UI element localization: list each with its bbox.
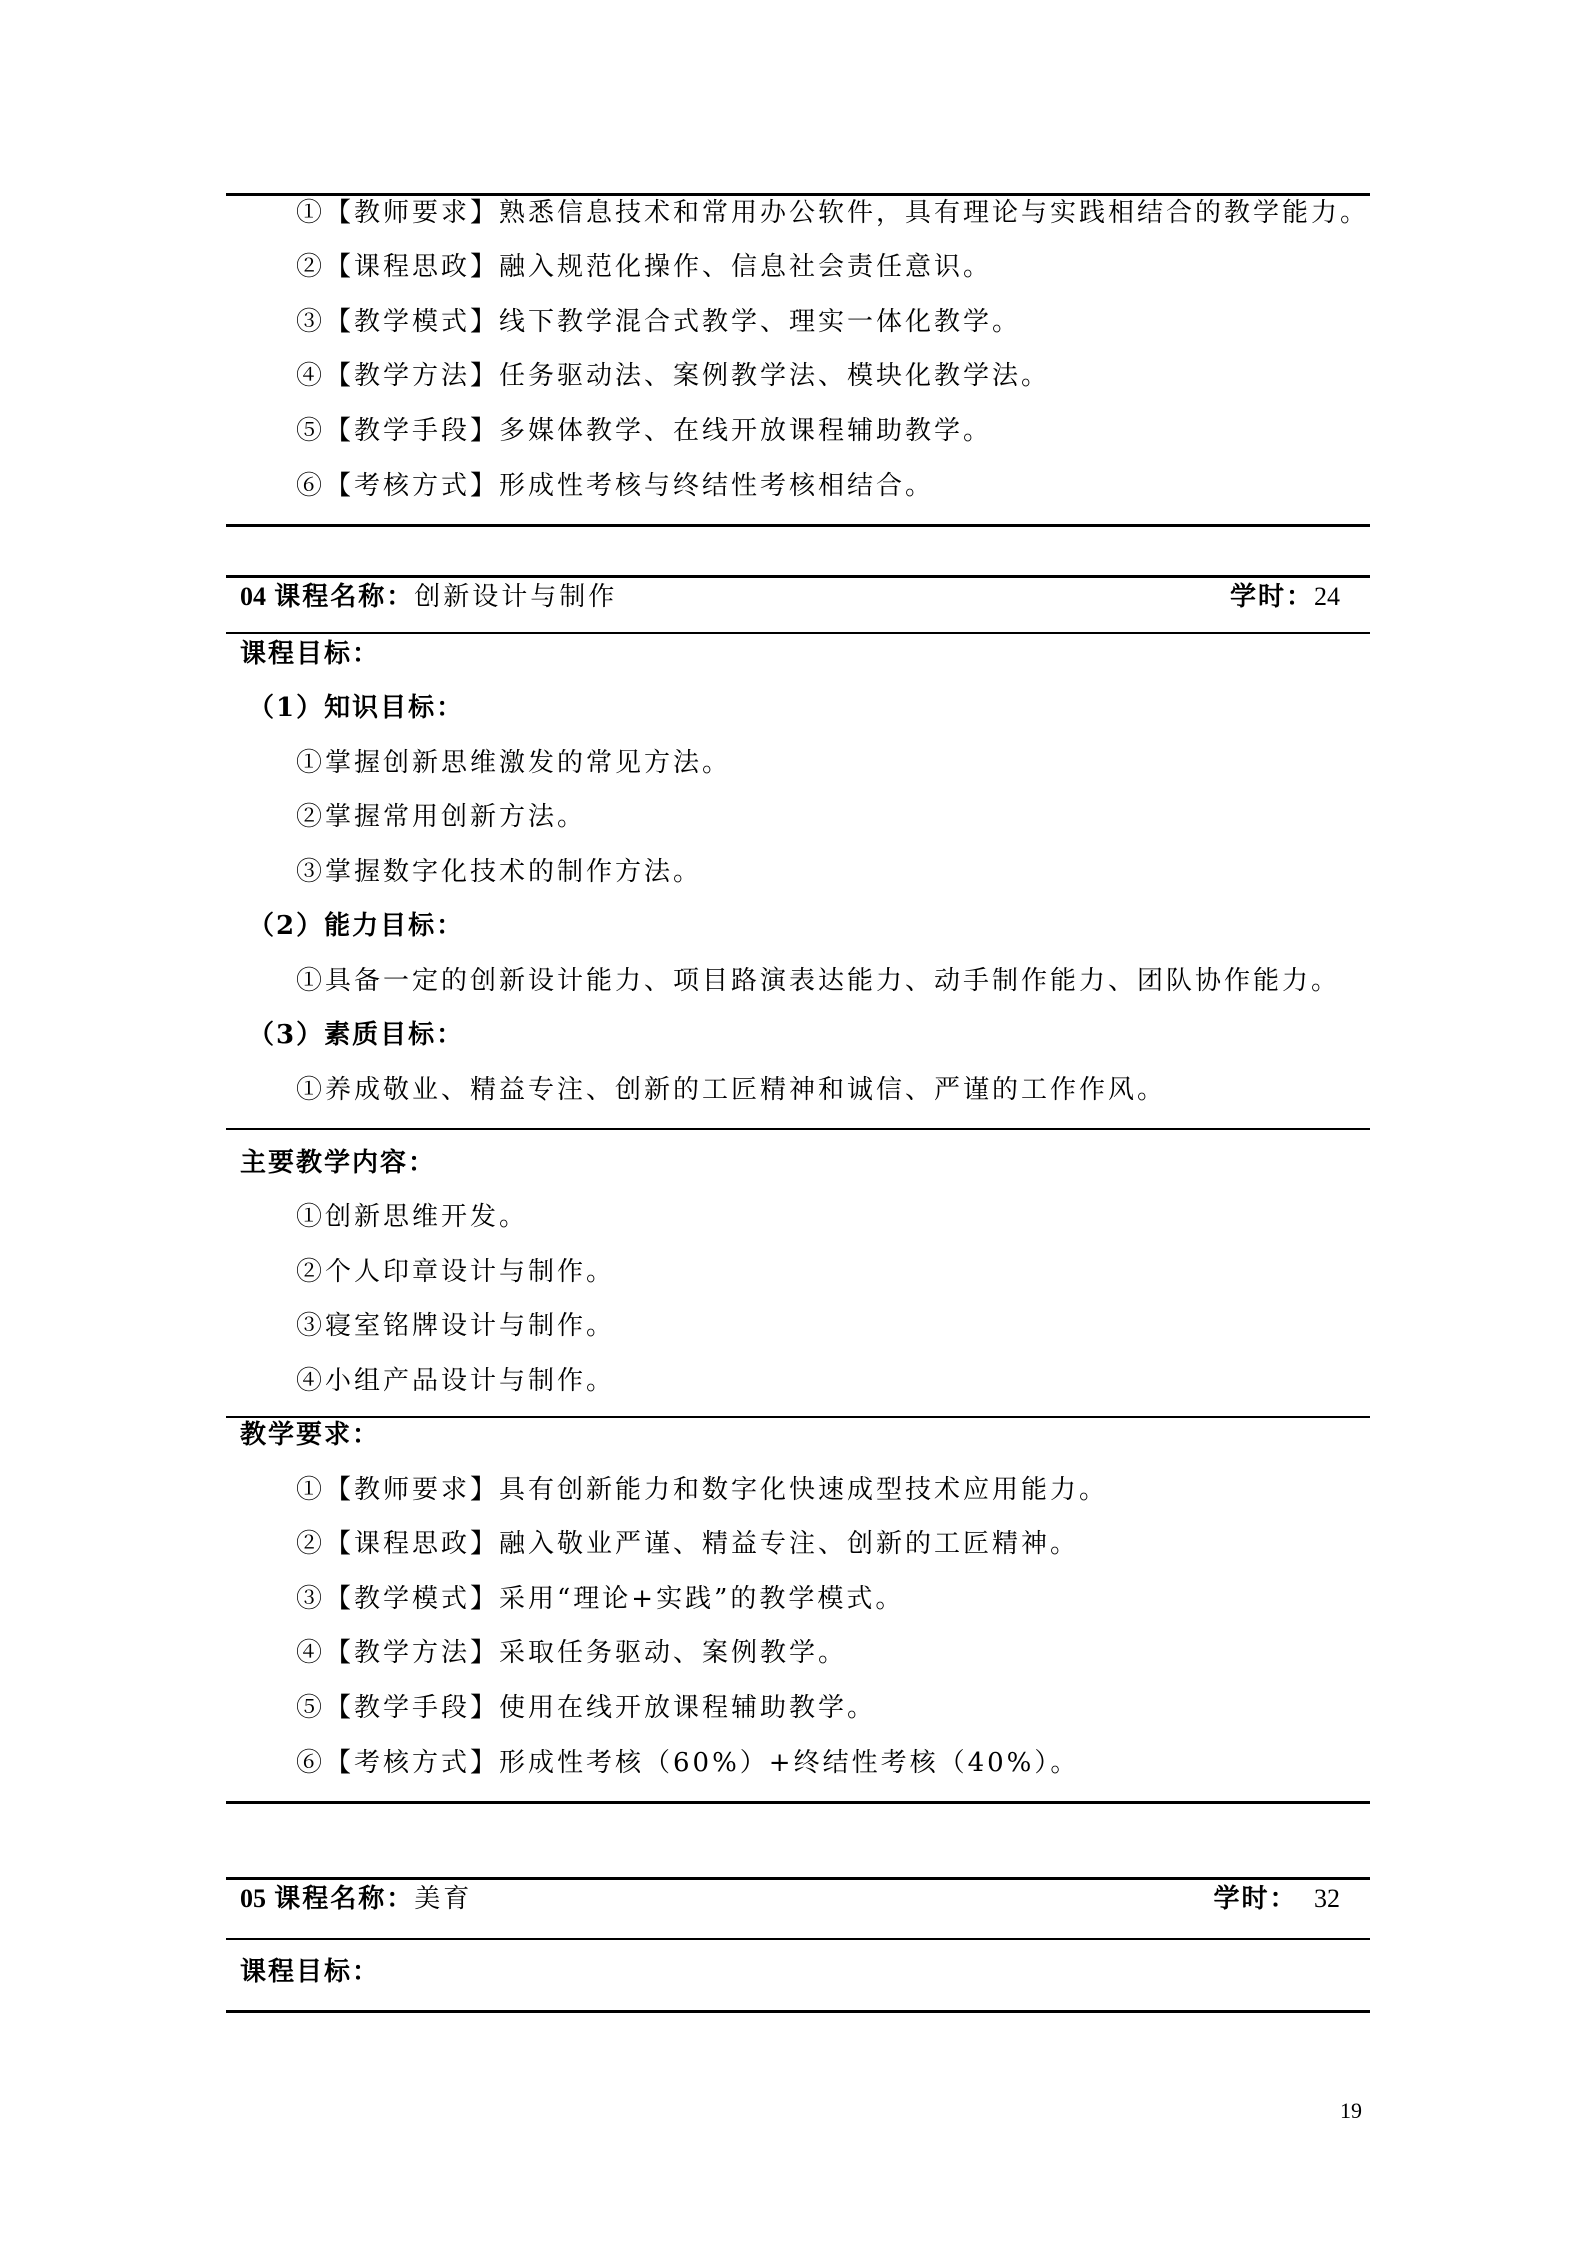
table-rule	[226, 524, 1370, 527]
content-label: 主要教学内容：	[240, 1148, 437, 1178]
requirements-label: 教学要求：	[240, 1420, 381, 1450]
list-item: ②个人印章设计与制作。	[296, 1257, 616, 1287]
list-item: ⑤【教学手段】多媒体教学、在线开放课程辅助教学。	[296, 416, 993, 446]
table-rule	[226, 1128, 1370, 1130]
list-item: ②【课程思政】融入规范化操作、信息社会责任意识。	[296, 252, 993, 282]
list-item: ①养成敬业、精益专注、创新的工匠精神和诚信、严谨的工作作风。	[296, 1075, 1167, 1105]
list-item: ③【教学模式】采用“理论+实践”的教学模式。	[296, 1584, 905, 1614]
list-item: ③掌握数字化技术的制作方法。	[296, 857, 703, 887]
course-number: 04	[240, 582, 266, 611]
list-item: ③寝室铭牌设计与制作。	[296, 1311, 616, 1341]
course-name: 美育	[414, 1884, 473, 1914]
table-rule	[226, 1938, 1370, 1940]
list-item: ④【教学方法】采取任务驱动、案例教学。	[296, 1638, 848, 1668]
list-item: ②【课程思政】融入敬业严谨、精益专注、创新的工匠精神。	[296, 1529, 1080, 1559]
table-rule	[226, 632, 1370, 634]
table-rule	[226, 1877, 1370, 1880]
course-name: 创新设计与制作	[414, 582, 618, 612]
knowledge-goals-label: （1）知识目标：	[248, 693, 465, 723]
table-rule	[226, 1801, 1370, 1804]
list-item: ⑥【考核方式】形成性考核（60%）+终结性考核（40%）。	[296, 1748, 1080, 1778]
list-item: ④小组产品设计与制作。	[296, 1366, 616, 1396]
table-rule	[226, 1416, 1370, 1418]
table-rule	[226, 2010, 1370, 2013]
list-item: ④【教学方法】任务驱动法、案例教学法、模块化教学法。	[296, 361, 1051, 391]
hours-value: 24	[1314, 582, 1340, 611]
course-name-label: 课程名称：	[274, 1884, 415, 1914]
list-item: ①具备一定的创新设计能力、项目路演表达能力、动手制作能力、团队协作能力。	[296, 966, 1341, 996]
list-item: ③【教学模式】线下教学混合式教学、理实一体化教学。	[296, 307, 1022, 337]
page-number: 19	[1340, 2098, 1362, 2123]
goals-label: 课程目标：	[240, 1957, 381, 1987]
list-item: ①【教师要求】熟悉信息技术和常用办公软件，具有理论与实践相结合的教学能力。	[296, 198, 1370, 228]
quality-goals-label: （3）素质目标：	[248, 1020, 465, 1050]
course-hours	[1230, 580, 1340, 614]
list-item: ⑥【考核方式】形成性考核与终结性考核相结合。	[296, 471, 935, 501]
hours-label: 学时：	[1229, 582, 1314, 612]
list-item: ①【教师要求】具有创新能力和数字化快速成型技术应用能力。	[296, 1475, 1109, 1505]
hours-label: 学时：	[1213, 1884, 1298, 1914]
ability-goals-label: （2）能力目标：	[248, 911, 465, 941]
goals-label: 课程目标：	[240, 639, 381, 669]
list-item: ①掌握创新思维激发的常见方法。	[296, 748, 732, 778]
course-hours	[1213, 1882, 1340, 1916]
list-item: ①创新思维开发。	[296, 1202, 529, 1232]
hours-value: 32	[1314, 1884, 1340, 1913]
list-item: ②掌握常用创新方法。	[296, 802, 587, 832]
course-name-label: 课程名称：	[274, 582, 415, 612]
table-rule	[226, 575, 1370, 578]
course-04-header	[240, 580, 1340, 614]
course-number: 05	[240, 1884, 266, 1913]
list-item: ⑤【教学手段】使用在线开放课程辅助教学。	[296, 1693, 877, 1723]
course-05-header	[240, 1882, 1340, 1916]
